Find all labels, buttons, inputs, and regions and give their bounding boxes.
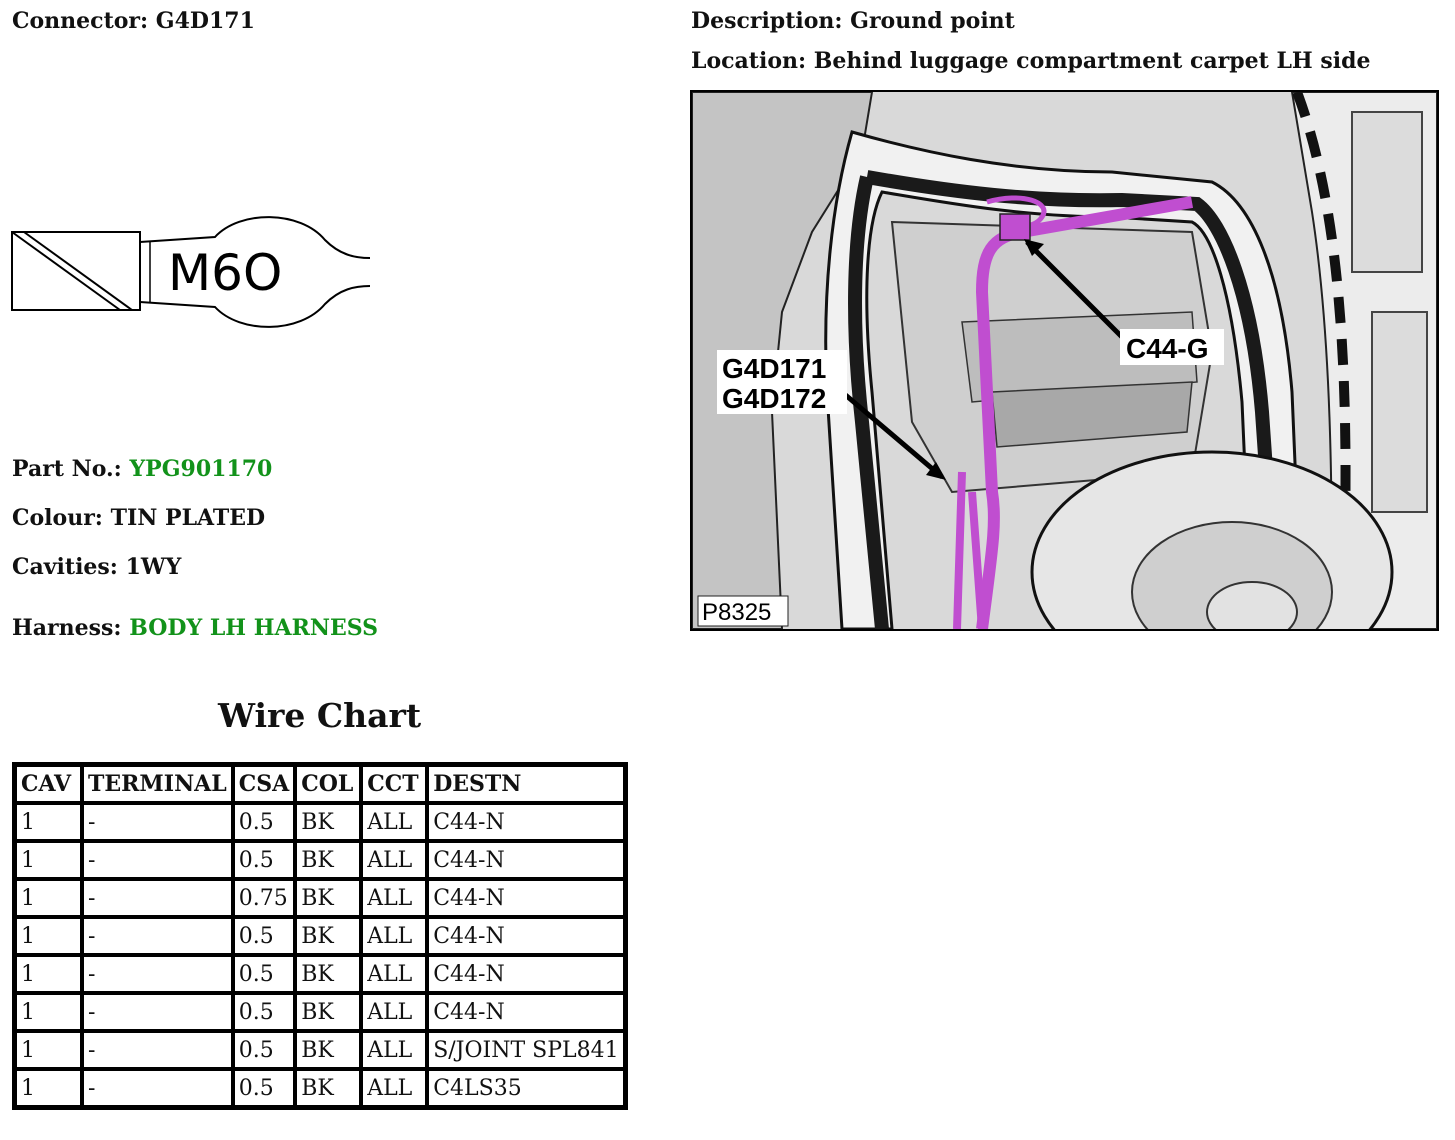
cell-cct: ALL (361, 841, 427, 879)
cell-csa: 0.5 (233, 1069, 295, 1107)
part-no-label: Part No.: (12, 456, 122, 482)
cell-destn: C44-N (427, 841, 624, 879)
cell-cav: 1 (15, 1069, 82, 1107)
cell-destn: C44-N (427, 917, 624, 955)
cell-destn: C44-N (427, 879, 624, 917)
harness-line (12, 615, 378, 641)
table-header-row (15, 765, 625, 803)
cell-terminal: - (82, 955, 233, 993)
cell-csa: 0.5 (233, 803, 295, 841)
table-row (15, 879, 625, 917)
harness-label: Harness: (12, 615, 122, 641)
cell-destn: C4LS35 (427, 1069, 624, 1107)
wire-chart-table (12, 762, 628, 1110)
cell-cav: 1 (15, 803, 82, 841)
cavities-line (12, 554, 181, 580)
harness-link[interactable]: BODY LH HARNESS (129, 615, 379, 641)
cell-col: BK (295, 1069, 361, 1107)
cell-cct: ALL (361, 1031, 427, 1069)
cell-cct: ALL (361, 955, 427, 993)
cell-cct: ALL (361, 879, 427, 917)
cell-cav: 1 (15, 841, 82, 879)
cell-col: BK (295, 955, 361, 993)
cell-terminal: - (82, 993, 233, 1031)
table-row (15, 841, 625, 879)
col-header-destn: DESTN (427, 765, 624, 803)
cell-csa: 0.5 (233, 917, 295, 955)
cell-cav: 1 (15, 1031, 82, 1069)
cell-terminal: - (82, 879, 233, 917)
description-label: Description: (691, 8, 843, 34)
part-no-link[interactable]: YPG901170 (129, 456, 273, 482)
col-header-col: COL (295, 765, 361, 803)
cell-col: BK (295, 841, 361, 879)
part-no-line (12, 456, 272, 482)
cell-col: BK (295, 993, 361, 1031)
colour-line (12, 505, 265, 531)
cell-terminal: - (82, 917, 233, 955)
col-header-cct: CCT (361, 765, 427, 803)
cell-cav: 1 (15, 879, 82, 917)
callout-g4d171: G4D171 (722, 353, 827, 384)
cell-cav: 1 (15, 993, 82, 1031)
table-row (15, 803, 625, 841)
table-row (15, 1069, 625, 1107)
cell-col: BK (295, 917, 361, 955)
cell-csa: 0.5 (233, 955, 295, 993)
callout-g4d172: G4D172 (722, 383, 827, 414)
connector-line (12, 8, 255, 34)
col-header-terminal: TERMINAL (82, 765, 233, 803)
table-row (15, 917, 625, 955)
connector-value: G4D171 (155, 8, 255, 34)
col-header-cav: CAV (15, 765, 82, 803)
cell-terminal: - (82, 1069, 233, 1107)
col-header-csa: CSA (233, 765, 295, 803)
cell-destn: S/JOINT SPL841 (427, 1031, 624, 1069)
connector-label: Connector: (12, 8, 149, 34)
callout-c44-g: C44-G (1126, 333, 1209, 364)
luggage-compartment-illustration (692, 92, 1437, 629)
cell-terminal: - (82, 803, 233, 841)
cell-col: BK (295, 1031, 361, 1069)
cell-cct: ALL (361, 1069, 427, 1107)
cell-col: BK (295, 803, 361, 841)
photo-ref: P8325 (702, 599, 772, 626)
cell-csa: 0.5 (233, 841, 295, 879)
cell-terminal: - (82, 1031, 233, 1069)
table-row (15, 1031, 625, 1069)
cavities-value: 1WY (125, 554, 182, 580)
cell-cct: ALL (361, 803, 427, 841)
colour-label: Colour: (12, 505, 103, 531)
cell-destn: C44-N (427, 955, 624, 993)
description-line (691, 8, 1015, 34)
cell-cav: 1 (15, 955, 82, 993)
location-value: Behind luggage compartment carpet LH side (813, 48, 1371, 74)
ring-terminal-symbol (10, 210, 380, 335)
table-row (15, 993, 625, 1031)
colour-value: TIN PLATED (110, 505, 266, 531)
cell-csa: 0.75 (233, 879, 295, 917)
terminal-size-text: M6O (168, 244, 283, 302)
cell-col: BK (295, 879, 361, 917)
location-photo (690, 90, 1439, 631)
cell-terminal: - (82, 841, 233, 879)
wire-chart-title: Wire Chart (218, 696, 422, 735)
cell-destn: C44-N (427, 993, 624, 1031)
cell-csa: 0.5 (233, 1031, 295, 1069)
cell-cav: 1 (15, 917, 82, 955)
cell-cct: ALL (361, 993, 427, 1031)
table-row (15, 955, 625, 993)
cell-csa: 0.5 (233, 993, 295, 1031)
wire-rows (15, 803, 625, 1107)
cell-destn: C44-N (427, 803, 624, 841)
location-line (691, 48, 1370, 74)
cell-cct: ALL (361, 917, 427, 955)
location-label: Location: (691, 48, 807, 74)
description-value: Ground point (850, 8, 1015, 34)
cavities-label: Cavities: (12, 554, 118, 580)
